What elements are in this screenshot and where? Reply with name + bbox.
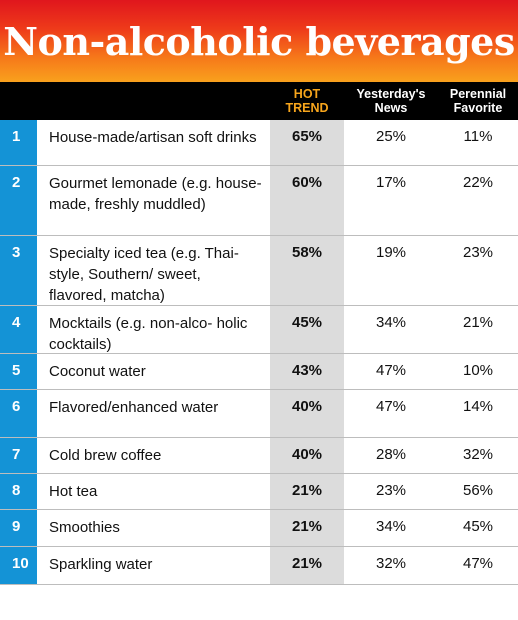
title-banner	[0, 0, 518, 82]
hot-trend-cell: 43%	[270, 354, 344, 389]
yesterdays-news-cell: 34%	[375, 314, 407, 331]
hot-trend-cell: 21%	[270, 510, 344, 546]
yesterdays-news-cell: 47%	[375, 398, 407, 415]
rank-cell: 2	[0, 166, 37, 235]
perennial-favorite-cell: 22%	[462, 174, 494, 191]
rank-cell: 9	[0, 510, 37, 546]
beverage-cell: House-made/artisan soft drinks	[49, 129, 257, 146]
yesterdays-news-cell: 17%	[375, 174, 407, 191]
perennial-favorite-cell: 10%	[462, 362, 494, 379]
table-row	[0, 354, 518, 390]
rank-cell: 4	[0, 306, 37, 353]
hot-trend-cell: 58%	[270, 236, 344, 305]
table-row	[0, 438, 518, 474]
hot-trend-cell: 21%	[270, 474, 344, 509]
hot-trend-cell: 21%	[270, 547, 344, 584]
beverage-cell: Smoothies	[49, 519, 120, 536]
table-header	[0, 82, 518, 120]
beverage-cell: Hot tea	[49, 483, 98, 500]
table-row	[0, 390, 518, 438]
header-spacer	[0, 82, 270, 120]
perennial-favorite-cell: 23%	[462, 244, 494, 261]
beverage-cell: Specialty iced tea (e.g. Thai-style, Southern/ sweet, flavored, matcha)	[49, 245, 239, 304]
table-row	[0, 166, 518, 236]
yesterdays-news-cell: 19%	[375, 244, 407, 261]
perennial-favorite-cell: 47%	[462, 555, 494, 572]
table-row	[0, 547, 518, 585]
hot-trend-cell: 40%	[270, 390, 344, 437]
beverage-cell: Cold brew coffee	[49, 447, 162, 464]
perennial-favorite-cell: 21%	[462, 314, 494, 331]
beverage-cell: Coconut water	[49, 363, 146, 380]
chart-title: Non-alcoholic beverages	[3, 18, 515, 64]
rank-cell: 5	[0, 354, 37, 389]
perennial-favorite-cell: 14%	[462, 398, 494, 415]
hot-trend-cell: 65%	[270, 120, 344, 165]
perennial-favorite-cell: 45%	[462, 518, 494, 535]
rank-cell: 10	[0, 547, 37, 584]
table-row	[0, 510, 518, 547]
beverage-cell: Flavored/enhanced water	[49, 399, 219, 416]
beverage-cell: Sparkling water	[49, 556, 153, 573]
perennial-favorite-cell: 32%	[462, 446, 494, 463]
table-row	[0, 306, 518, 354]
yesterdays-news-cell: 25%	[375, 128, 407, 145]
header-yesterdays-news: Yesterday's News	[356, 87, 426, 115]
header-hot-trend: HOT TREND	[285, 87, 329, 115]
table-row	[0, 474, 518, 510]
beverage-cell: Mocktails (e.g. non-alco- holic cocktails)	[49, 315, 248, 353]
yesterdays-news-cell: 34%	[375, 518, 407, 535]
hot-trend-cell: 40%	[270, 438, 344, 473]
hot-trend-cell: 60%	[270, 166, 344, 235]
header-perennial-favorite: Perennial Favorite	[449, 87, 507, 115]
beverage-table	[0, 120, 518, 585]
hot-trend-cell: 45%	[270, 306, 344, 353]
yesterdays-news-cell: 28%	[375, 446, 407, 463]
rank-cell: 6	[0, 390, 37, 437]
rank-cell: 8	[0, 474, 37, 509]
rank-cell: 1	[0, 120, 37, 165]
beverage-cell: Gourmet lemonade (e.g. house-made, freshly muddled)	[49, 175, 262, 213]
perennial-favorite-cell: 11%	[463, 128, 493, 145]
table-row	[0, 236, 518, 306]
perennial-favorite-cell: 56%	[462, 482, 494, 499]
rank-cell: 7	[0, 438, 37, 473]
yesterdays-news-cell: 23%	[375, 482, 407, 499]
table-row	[0, 120, 518, 166]
rank-cell: 3	[0, 236, 37, 305]
yesterdays-news-cell: 47%	[375, 362, 407, 379]
yesterdays-news-cell: 32%	[375, 555, 407, 572]
